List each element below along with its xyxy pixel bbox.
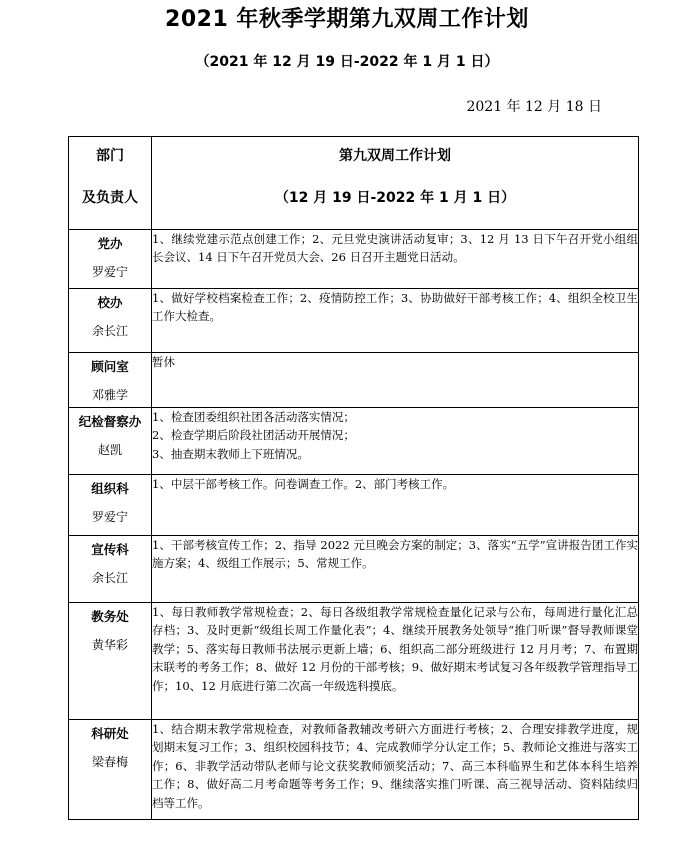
dept-cell: [69, 536, 152, 603]
plan-cell: [152, 475, 639, 536]
dept-lead: 邓雅学: [91, 388, 128, 402]
table-row: [69, 475, 639, 536]
dept-name: 教务处: [91, 609, 129, 624]
table-header-row: [69, 137, 639, 230]
plan-cell: [152, 536, 639, 603]
dept-cell: [69, 475, 152, 536]
table-row: [69, 603, 639, 720]
header-dept-cell: [69, 137, 152, 230]
plan-text: 暂休: [152, 355, 175, 369]
plan-cell: [152, 353, 639, 408]
plan-text: 2、检查学期后阶段社团活动开展情况；: [152, 428, 355, 443]
plan-cell: [152, 230, 639, 289]
dept-lead: 梁春梅: [91, 755, 128, 769]
plan-text: 1、结合期末教学常规检查，对教师备教辅改考研六方面进行考核；2、合理安排教学进度，规划期末复习工作；3、组织校园科技节；4、完成教师学分认定工作；5、教师论文推进与落实工作；6、非教学活动带队老师与论文获奖教师颁奖活动；7、高三本科临界生和艺体本科生培养工作；8、做好高二月考命题等考务工作；9、继续落实推门听课、高三视导活动、资料陆续归档等工作。: [152, 722, 638, 810]
table-row: [69, 353, 639, 408]
dept-lead: 罗爱宁: [91, 510, 128, 524]
document-date: 2021 年 12 月 18 日: [466, 99, 602, 115]
table-row: [69, 720, 639, 820]
plan-text: 1、继续党建示范点创建工作；2、元旦党史演讲活动复审；3、12 月 13 日下午召开党小组组长会议、14 日下午召开党员大会、26 日召开主题党日活动。: [152, 232, 638, 265]
header-plan-title: 第九双周工作计划: [339, 148, 451, 164]
dept-name: 党办: [97, 236, 123, 251]
dept-lead: 赵凯: [97, 443, 122, 457]
dept-lead: 余长江: [91, 324, 128, 338]
dept-cell: [69, 720, 152, 820]
dept-name: 纪检督察办: [78, 414, 142, 429]
table-row: [69, 289, 639, 353]
dept-cell: [69, 603, 152, 720]
table-row: [69, 408, 639, 475]
dept-cell: [69, 408, 152, 475]
work-plan-table: [68, 136, 639, 820]
plan-text: 1、每日教师教学常规检查；2、每日各级组教学常规检查量化记录与公布，每周进行量化汇总存档；3、及时更新“级组长周工作量化表”；4、继续开展教务处领导“推门听课”督导教师课堂教学；5、落实每日教师书法展示更新上墙；6、组织高二部分班级进行 12 月月考；7、布置期末联考的考务工作；8、做好 12 月份的干部考核；9、做好期末考试复习各年级教学管理指导工作；10、12 月底进行第二次高一年级选科摸底。: [152, 605, 638, 693]
plan-text: 1、中层干部考核工作。问卷调查工作。2、部门考核工作。: [152, 477, 455, 491]
plan-cell: [152, 408, 639, 475]
dept-cell: [69, 289, 152, 353]
dept-cell: [69, 230, 152, 289]
page-title: 2021 年秋季学期第九双周工作计划: [165, 7, 529, 32]
header-plan-range: （12 月 19 日-2022 年 1 月 1 日）: [274, 190, 516, 206]
dept-lead: 黄华彩: [91, 638, 128, 652]
page-subtitle: （2021 年 12 月 19 日-2022 年 1 月 1 日）: [195, 54, 499, 70]
dept-lead: 罗爱宁: [91, 265, 128, 279]
dept-name: 科研处: [91, 726, 129, 741]
plan-cell: [152, 603, 639, 720]
plan-cell: [152, 289, 639, 353]
dept-cell: [69, 353, 152, 408]
plan-text: 1、干部考核宣传工作；2、指导 2022 元旦晚会方案的制定；3、落实“五学”宣讲报告团工作实施方案；4、级组工作展示；5、常规工作。: [152, 538, 638, 571]
header-dept-label: 部门: [96, 148, 124, 164]
dept-name: 宣传科: [91, 542, 129, 557]
dept-name: 校办: [97, 295, 123, 310]
table-row: [69, 230, 639, 289]
table-row: [69, 536, 639, 603]
dept-name: 组织科: [91, 481, 129, 496]
plan-text: 1、做好学校档案检查工作；2、疫情防控工作；3、协助做好干部考核工作；4、组织全校卫生工作大检查。: [152, 291, 638, 324]
dept-name: 顾问室: [91, 359, 129, 374]
dept-lead: 余长江: [91, 571, 128, 585]
plan-text: 3、抽查期末教师上下班情况。: [152, 446, 309, 461]
header-lead-label: 及负责人: [82, 190, 138, 206]
header-plan-cell: [152, 137, 639, 230]
plan-text: 1、检查团委组织社团各活动落实情况；: [152, 410, 355, 424]
plan-cell: [152, 720, 639, 820]
